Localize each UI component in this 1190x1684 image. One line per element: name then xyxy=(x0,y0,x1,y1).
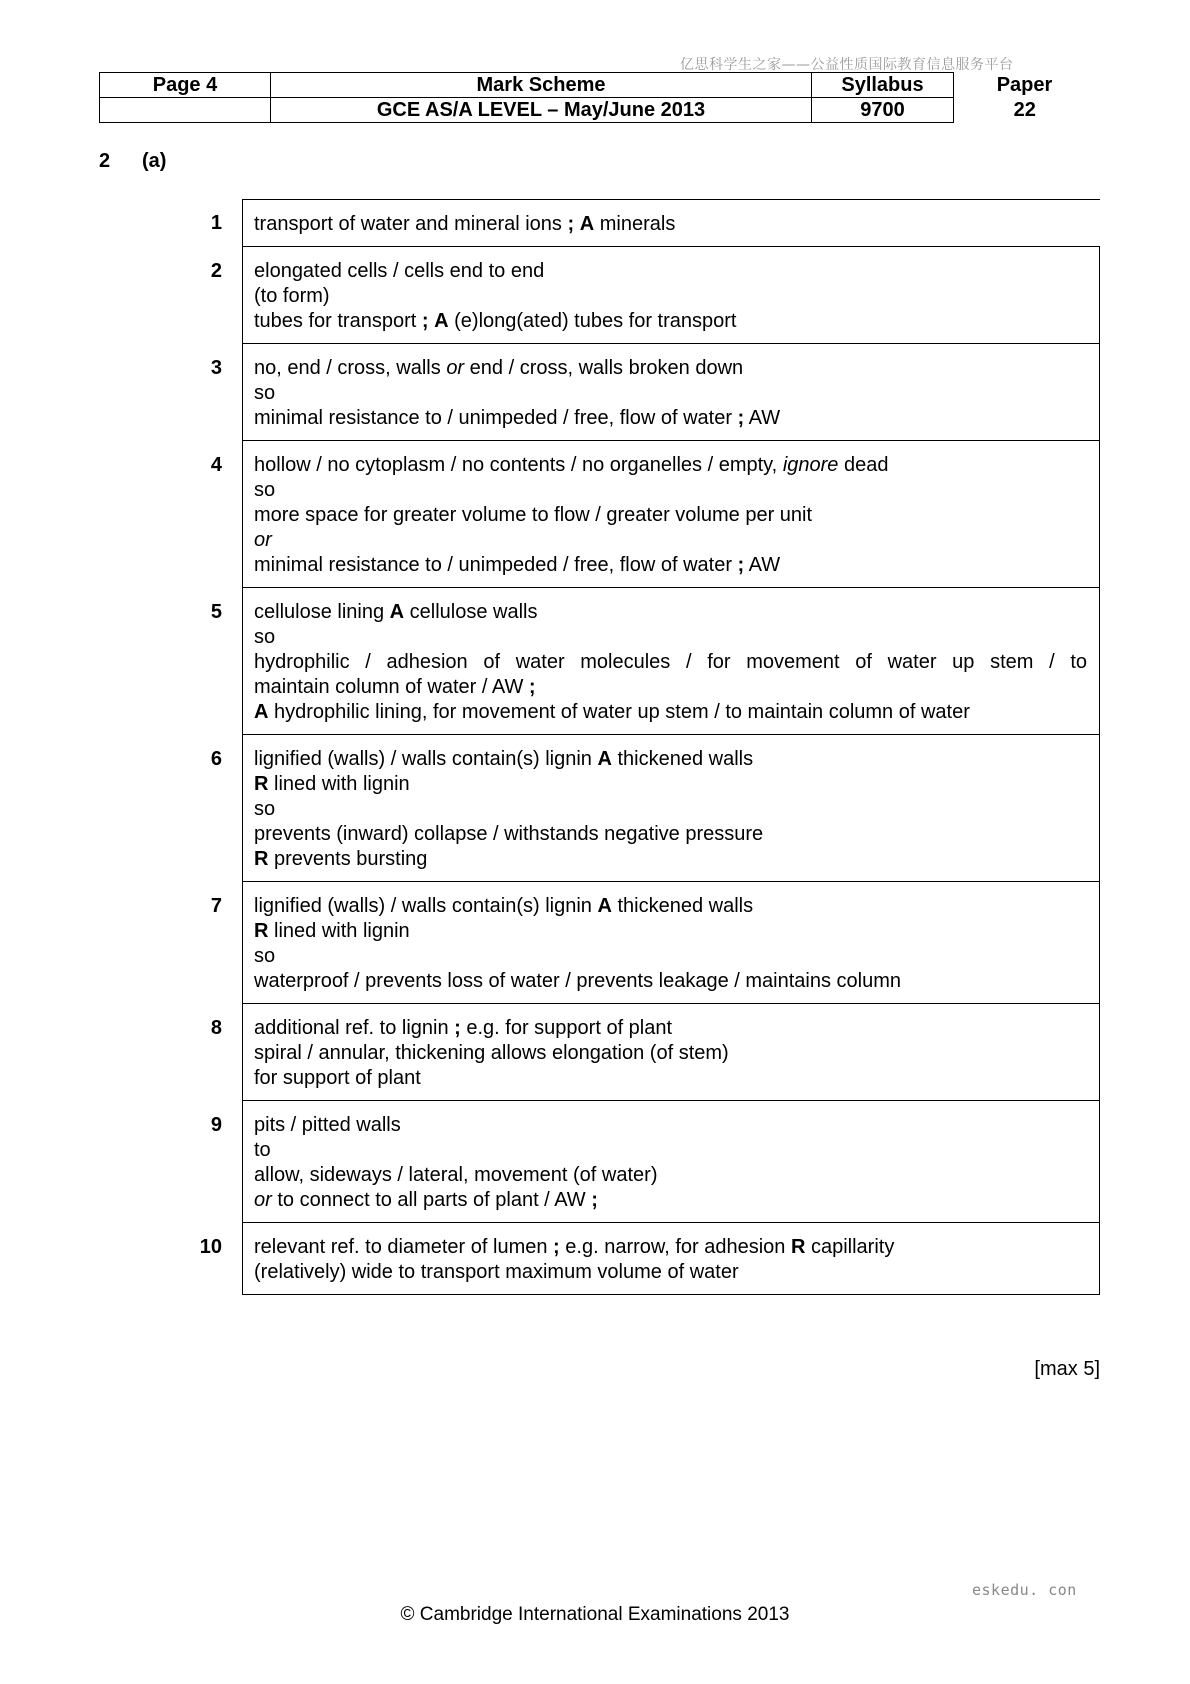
answer-cell xyxy=(242,441,1100,588)
answer-cell xyxy=(242,735,1100,882)
mark-symbol: A xyxy=(597,895,612,917)
answer-line xyxy=(254,1041,1087,1066)
mark-symbol: ; xyxy=(528,676,536,698)
table-row xyxy=(180,735,1100,882)
answer-text: minimal resistance to / unimpeded / free, flow of water xyxy=(254,407,738,429)
answer-cell xyxy=(242,882,1100,1004)
header-empty-cell xyxy=(100,98,271,123)
table-row xyxy=(180,882,1100,1004)
answer-line xyxy=(254,453,1087,478)
answer-line xyxy=(254,406,1087,431)
mark-symbol: ; xyxy=(737,554,745,576)
point-number: 5 xyxy=(210,601,222,623)
answer-text: thickened walls xyxy=(611,748,754,770)
mark-symbol: A xyxy=(597,748,612,770)
answer-text: hydrophilic / adhesion of water molecules / for movement of water up stem / to xyxy=(254,651,1087,673)
answer-line xyxy=(254,1138,1087,1163)
answer-line xyxy=(254,284,1087,309)
mark-symbol: A xyxy=(389,601,405,623)
point-number: 6 xyxy=(210,748,222,770)
answer-text: capillarity xyxy=(805,1236,895,1258)
answer-line xyxy=(254,919,1087,944)
copyright-footer: © Cambridge International Examinations 2013 xyxy=(400,1604,790,1625)
answer-line xyxy=(254,478,1087,503)
answer-text: AW xyxy=(744,407,781,429)
mark-scheme-table xyxy=(180,199,1100,1295)
point-number: 8 xyxy=(210,1017,222,1039)
answer-text: dead xyxy=(838,454,889,476)
point-number: 1 xyxy=(210,212,222,234)
answer-text: hydrophilic lining, for movement of water up stem / to maintain column of water xyxy=(268,701,970,723)
syllabus-code: 9700 xyxy=(812,98,954,123)
answer-text: additional ref. to lignin xyxy=(254,1017,455,1039)
answer-text: cellulose walls xyxy=(404,601,538,623)
answer-text: ignore xyxy=(782,454,839,476)
answer-line xyxy=(254,600,1087,625)
mark-symbol: ; xyxy=(454,1017,461,1039)
answer-cell xyxy=(242,588,1100,735)
mark-symbol: ; xyxy=(591,1189,598,1211)
answer-line xyxy=(254,309,1087,334)
answer-text: (e)long(ated) tubes for transport xyxy=(448,310,737,332)
answer-text: thickened walls xyxy=(611,895,754,917)
answer-line xyxy=(254,1113,1087,1138)
answer-cell xyxy=(242,1223,1100,1295)
answer-text: for support of plant xyxy=(254,1067,421,1089)
answer-text: allow, sideways / lateral, movement (of water) xyxy=(254,1164,658,1186)
mark-symbol: ; xyxy=(553,1236,560,1258)
table-row xyxy=(180,588,1100,735)
point-number: 4 xyxy=(210,454,222,476)
point-number: 10 xyxy=(199,1236,222,1258)
answer-text: tubes for transport xyxy=(254,310,422,332)
answer-text: minimal resistance to / unimpeded / free, flow of water xyxy=(254,554,738,576)
point-number: 3 xyxy=(210,357,222,379)
table-row xyxy=(180,1004,1100,1101)
answer-text: to connect to all parts of plant / AW xyxy=(271,1189,592,1211)
question-part: (a) xyxy=(142,150,167,172)
answer-text: more space for greater volume to flow / greater volume per unit xyxy=(254,504,813,526)
point-number: 2 xyxy=(210,260,222,282)
answer-cell xyxy=(242,1101,1100,1223)
table-row xyxy=(180,1223,1100,1295)
answer-line xyxy=(254,847,1087,872)
answer-text: waterproof / prevents loss of water / prevents leakage / maintains column xyxy=(254,970,901,992)
answer-text: lignified (walls) / walls contain(s) lignin xyxy=(254,895,598,917)
answer-line xyxy=(254,528,1087,553)
answer-line xyxy=(254,1163,1087,1188)
answer-text: so xyxy=(254,626,276,648)
answer-line xyxy=(254,381,1087,406)
mark-symbol: A xyxy=(434,310,449,332)
mark-symbol: ; xyxy=(567,213,575,235)
paper-number: 22 xyxy=(1013,99,1036,121)
answer-text: pits / pitted walls xyxy=(254,1114,401,1136)
answer-line xyxy=(254,1260,1087,1285)
answer-cell xyxy=(242,199,1100,247)
header-table xyxy=(99,72,1096,123)
answer-text: minerals xyxy=(594,213,676,235)
answer-line xyxy=(254,969,1087,994)
table-row xyxy=(180,1101,1100,1223)
table-row xyxy=(180,441,1100,588)
answer-line xyxy=(254,822,1087,847)
answer-text: e.g. for support of plant xyxy=(460,1017,673,1039)
answer-text: AW xyxy=(744,554,781,576)
answer-text: end / cross, walls broken down xyxy=(464,357,744,379)
watermark-text: 亿思科学生之家——公益性质国际教育信息服务平台 xyxy=(680,57,1014,73)
answer-text: so xyxy=(254,798,276,820)
answer-line xyxy=(254,650,1087,675)
point-number: 7 xyxy=(210,895,222,917)
answer-text: (relatively) wide to transport maximum volume of water xyxy=(254,1261,739,1283)
mark-symbol: A xyxy=(579,213,595,235)
answer-text: or xyxy=(254,529,272,551)
answer-text: relevant ref. to diameter of lumen xyxy=(254,1236,554,1258)
paper-label: Paper xyxy=(996,74,1053,96)
exam-title: GCE AS/A LEVEL – May/June 2013 xyxy=(271,98,812,123)
point-number: 9 xyxy=(210,1114,222,1136)
answer-line xyxy=(254,894,1087,919)
answer-text: lignified (walls) / walls contain(s) lignin xyxy=(254,748,598,770)
mark-symbol: R xyxy=(790,1236,806,1258)
answer-cell xyxy=(242,344,1100,441)
answer-cell xyxy=(242,247,1100,344)
answer-line xyxy=(254,1066,1087,1091)
answer-line xyxy=(254,675,1087,700)
answer-text: spiral / annular, thickening allows elongation (of stem) xyxy=(254,1042,729,1064)
answer-line xyxy=(254,503,1087,528)
answer-text: (to form) xyxy=(254,285,330,307)
answer-line xyxy=(254,772,1087,797)
answer-text: so xyxy=(254,382,276,404)
answer-line xyxy=(254,1235,1087,1260)
mark-symbol: R xyxy=(254,920,269,942)
max-mark: [max 5] xyxy=(1034,1358,1100,1380)
site-watermark: eskedu. con xyxy=(972,1581,1077,1599)
answer-text: maintain column of water / AW xyxy=(254,676,529,698)
answer-line xyxy=(254,625,1087,650)
answer-line xyxy=(254,700,1087,725)
answer-text: transport of water and mineral ions xyxy=(254,213,568,235)
answer-line xyxy=(254,259,1087,284)
answer-line xyxy=(254,1016,1087,1041)
answer-line xyxy=(254,356,1087,381)
page-label: Page 4 xyxy=(100,73,271,98)
mark-symbol: ; xyxy=(737,407,745,429)
answer-text: or xyxy=(254,1189,272,1211)
answer-text: prevents (inward) collapse / withstands negative pressure xyxy=(254,823,764,845)
answer-line xyxy=(254,944,1087,969)
answer-text: or xyxy=(446,357,465,379)
answer-text: elongated cells / cells end to end xyxy=(254,260,545,282)
answer-line xyxy=(254,797,1087,822)
table-row xyxy=(180,344,1100,441)
mark-symbol: R xyxy=(254,848,269,870)
answer-text: hollow / no cytoplasm / no contents / no organelles / empty, xyxy=(254,454,783,476)
mark-symbol: ; xyxy=(421,310,429,332)
answer-line xyxy=(254,553,1087,578)
answer-text: so xyxy=(254,479,276,501)
question-number: 2 xyxy=(99,150,111,172)
answer-line xyxy=(254,1188,1087,1213)
answer-text: lined with lignin xyxy=(268,773,410,795)
mark-symbol: R xyxy=(254,773,269,795)
answer-text: to xyxy=(254,1139,271,1161)
answer-text: so xyxy=(254,945,276,967)
table-row xyxy=(180,199,1100,247)
mark-symbol: A xyxy=(254,701,269,723)
answer-line xyxy=(254,212,1088,237)
answer-line xyxy=(254,747,1087,772)
table-row xyxy=(180,247,1100,344)
answer-text: prevents bursting xyxy=(268,848,428,870)
answer-text: cellulose lining xyxy=(254,601,390,623)
syllabus-label: Syllabus xyxy=(812,73,954,98)
answer-cell xyxy=(242,1004,1100,1101)
answer-text: no, end / cross, walls xyxy=(254,357,447,379)
mark-scheme-label: Mark Scheme xyxy=(271,73,812,98)
answer-text: e.g. narrow, for adhesion xyxy=(559,1236,791,1258)
answer-text: lined with lignin xyxy=(268,920,410,942)
